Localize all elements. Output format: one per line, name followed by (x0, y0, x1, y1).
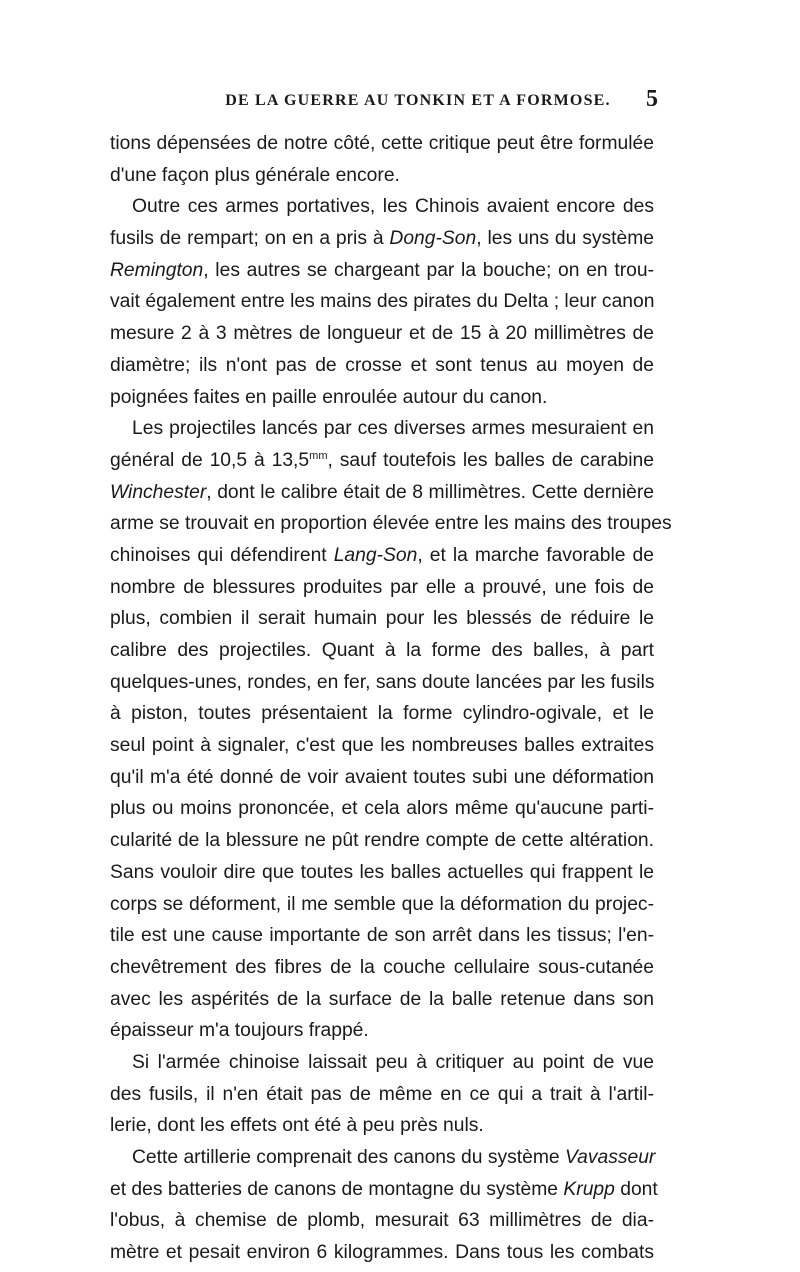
text-line: Remington, les autres se chargeant par la bouche; on en trou- (110, 259, 654, 281)
text-line: à piston, toutes présentaient la forme cylindro-ogivale, et le (110, 703, 654, 725)
text-line: des fusils, il n'en était pas de même en ce qui a trait à l'artil- (110, 1083, 654, 1105)
text-line: tile est une cause importante de son arrêt dans les tissus; l'en- (110, 925, 654, 947)
text-line: mètre et pesait environ 6 kilogrammes. Dans tous les combats (110, 1242, 654, 1264)
italic-term: Krupp (563, 1178, 615, 1200)
italic-term: Winchester (110, 481, 207, 503)
text-line: lerie, dont les effets ont été à peu près nuls. (110, 1115, 484, 1137)
text-line: d'une façon plus générale encore. (110, 164, 400, 186)
text-line: calibre des projectiles. Quant à la forme des balles, à part (110, 640, 654, 661)
page-number: 5 (646, 86, 658, 112)
text-line: chevêtrement des fibres de la couche cellulaire sous-cutanée (110, 956, 654, 978)
text-line: corps se déforment, il me semble que la déformation du projec- (110, 893, 654, 915)
text-line: arme se trouvait en proportion élevée entre les mains des troupes (110, 513, 672, 535)
body-text (110, 128, 672, 1269)
text-line: quelques-unes, rondes, en fer, sans doute lancées par les fusils (110, 671, 655, 693)
text-line: vait également entre les mains des pirates du Delta ; leur canon (110, 291, 655, 313)
text-line: chinoises qui défendirent Lang-Son, et la marche favorable de (110, 544, 654, 566)
italic-term: Dong-Son (389, 228, 477, 250)
text-line: Winchester, dont le calibre était de 8 millimètres. Cette dernière (110, 481, 654, 503)
text-line: seul point à signaler, c'est que les nombreuses balles extraites (110, 735, 654, 757)
text-line: l'obus, à chemise de plomb, mesurait 63 millimètres de dia- (110, 1210, 654, 1232)
text-line: nombre de blessures produites par elle a prouvé, une fois de (110, 576, 654, 598)
text-line: Sans vouloir dire que toutes les balles actuelles qui frappent le (110, 861, 654, 883)
text-line: Cette artillerie comprenait des canons du système Vavasseur (132, 1147, 656, 1168)
text-line: épaisseur m'a toujours frappé. (110, 1020, 369, 1042)
text-line: avec les aspérités de la surface de la balle retenue dans son (110, 988, 654, 1010)
text-line: poignées faites en paille enroulée autour du canon. (110, 386, 548, 408)
text-line: cularité de la blessure ne pût rendre compte de cette altération. (110, 830, 654, 852)
running-head: DE LA GUERRE AU TONKIN ET A FORMOSE. (225, 92, 611, 109)
text-line: plus, combien il serait humain pour les blessés de réduire le (110, 608, 654, 630)
italic-term: Remington (110, 259, 204, 281)
text-line: Les projectiles lancés par ces diverses armes mesuraient en (132, 418, 654, 440)
text-line: diamètre; ils n'ont pas de crosse et sont tenus au moyen de (110, 354, 654, 376)
text-line: qu'il m'a été donné de voir avaient toutes subi une déformation (110, 766, 654, 788)
text-line: tions dépensées de notre côté, cette critique peut être formulée (110, 133, 654, 154)
text-line: fusils de rempart; on en a pris à Dong-Son, les uns du système (110, 228, 654, 250)
text-line: Si l'armée chinoise laissait peu à critiquer au point de vue (132, 1051, 654, 1073)
text-line: Outre ces armes portatives, les Chinois avaient encore des (132, 196, 654, 218)
text-line: et des batteries de canons de montagne du système Krupp dont (110, 1178, 658, 1200)
italic-term: Lang-Son (333, 544, 418, 566)
text-line: plus ou moins prononcée, et cela alors même qu'aucune parti- (110, 798, 654, 820)
text-line: mesure 2 à 3 mètres de longueur et de 15 à 20 millimètres de (110, 323, 654, 345)
italic-term: Vavasseur (564, 1147, 656, 1168)
text-line: général de 10,5 à $13,5^{mm}$, sauf toutefois les balles de carabine (110, 449, 655, 471)
unit-superscript: mm (309, 449, 328, 462)
